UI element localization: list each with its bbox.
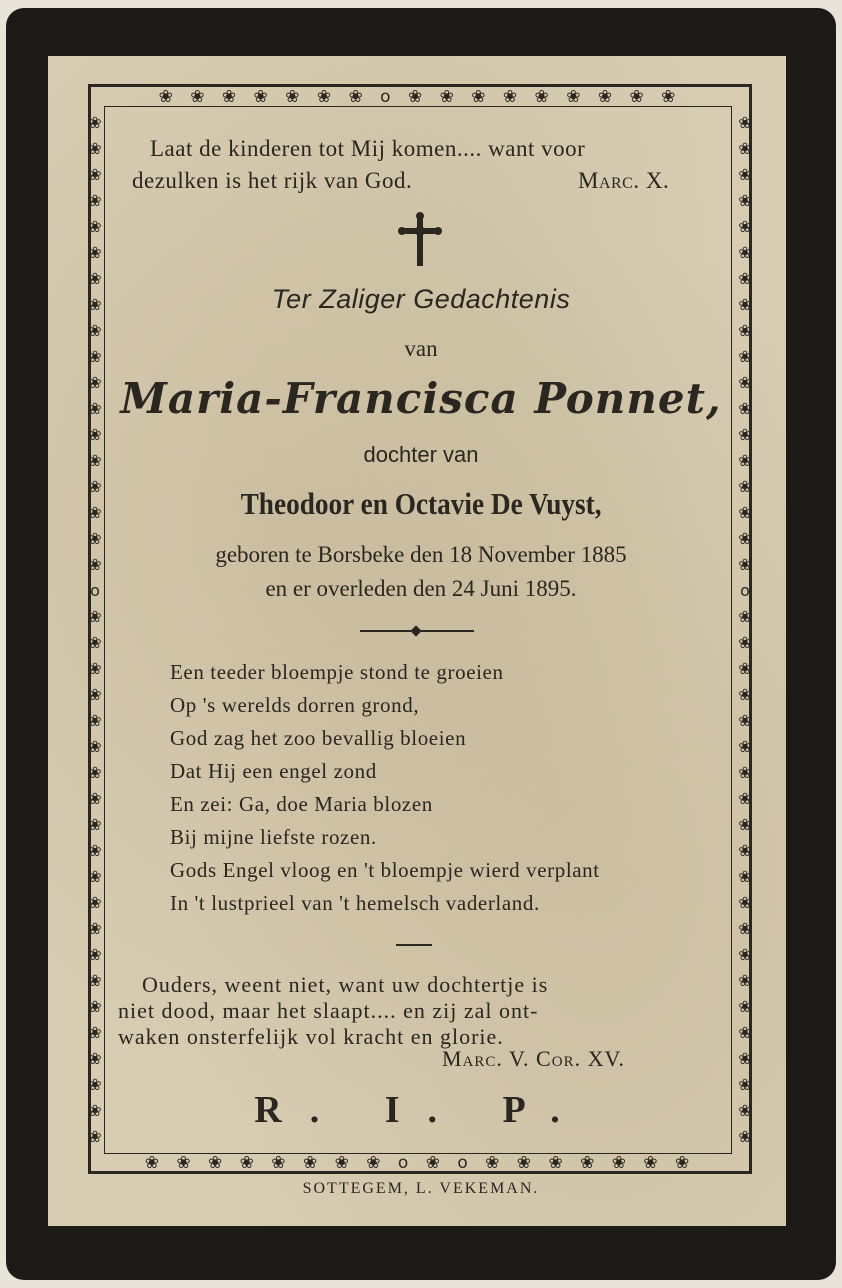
rip-text: R. I. P. [254,1089,588,1131]
poem-line: Dat Hij een engel zond [170,759,377,783]
epigraph-reference: Marc. X. [578,168,670,193]
poem-line: Op 's werelds dorren grond, [170,693,420,717]
birth-line: geboren te Borsbeke den 18 November 1885 [215,542,627,567]
latin-cross-icon [398,212,442,268]
memorial-heading: Ter Zaliger Gedachtenis [271,284,571,314]
epigraph-line-2: dezulken is het rijk van God. [132,168,413,193]
deceased-name: Maria-Francisca Ponnet, [120,374,722,423]
poem-line: God zag het zoo bevallig bloeien [170,726,467,750]
epigraph-line-1: Laat de kinderen tot Mij komen.... want voor [150,136,586,161]
consolation-line-3: waken onsterfelijk vol kracht en glorie. [118,1024,504,1049]
right-ornament-border: ❀ ❀ ❀ ❀ ❀ ❀ ❀ ❀ ❀ ❀ ❀ ❀ ❀ ❀ ❀ ❀ ❀ ❀ o ❀ ❀ ❀ ❀ ❀ ❀ ❀ ❀ ❀ ❀ ❀ ❀ ❀ ❀ ❀ ❀ ❀ ❀ ❀ ❀ ❀ [738,113,752,1146]
poem-line: En zei: Ga, doe Maria blozen [170,792,433,816]
death-line: en er overleden den 24 Juni 1895. [265,576,577,601]
poem-line: Bij mijne liefste rozen. [170,825,377,849]
daughter-of-text: dochter van [363,442,479,467]
top-ornament-border: ❀ ❀ ❀ ❀ ❀ ❀ ❀ o ❀ ❀ ❀ ❀ ❀ ❀ ❀ ❀ ❀ [158,87,682,107]
consolation-line-1: Ouders, weent niet, want uw dochtertje is [142,972,549,997]
left-ornament-border: ❀ ❀ ❀ ❀ ❀ ❀ ❀ ❀ ❀ ❀ ❀ ❀ ❀ ❀ ❀ ❀ ❀ ❀ o ❀ ❀ ❀ ❀ ❀ ❀ ❀ ❀ ❀ ❀ ❀ ❀ ❀ ❀ ❀ ❀ ❀ ❀ ❀ ❀ ❀ [88,113,102,1146]
bottom-ornament-border: ❀ ❀ ❀ ❀ ❀ ❀ ❀ ❀ o ❀ o ❀ ❀ ❀ ❀ ❀ ❀ ❀ [144,1153,696,1173]
van-text: van [404,336,438,361]
parents-line [0,486,842,522]
consolation-line-2: niet dood, maar het slaapt.... en zij zal ont- [118,998,539,1023]
parents-names: Theodoor en Octavie De Vuyst, [240,486,602,521]
consolation-reference: Marc. V. Cor. XV. [442,1046,626,1071]
poem-line: In 't lustprieel van 't hemelsch vaderland. [170,891,540,915]
printer-imprint: SOTTEGEM, L. VEKEMAN. [302,1180,540,1197]
short-divider [396,944,432,946]
poem-line: Een teeder bloempje stond te groeien [170,660,504,684]
poem-line: Gods Engel vloog en 't bloempje wierd verplant [170,858,600,882]
